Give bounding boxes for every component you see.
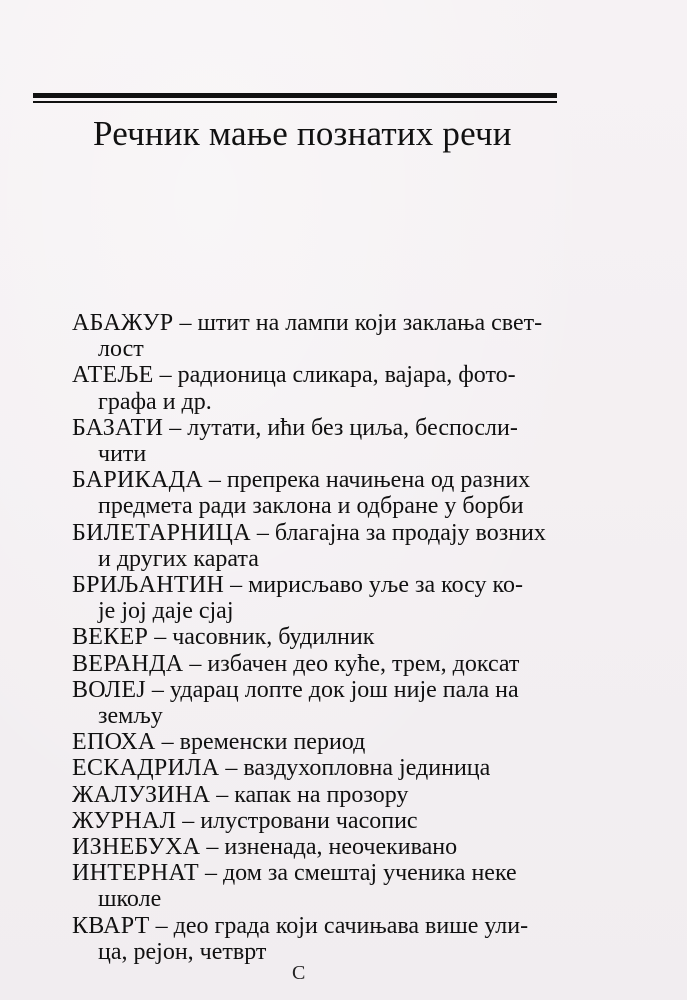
glossary-entry [72, 362, 560, 414]
entry-term: ВЕКЕР [72, 624, 149, 651]
glossary-entry [72, 860, 560, 912]
entry-definition: благајна за продају возних [274, 519, 546, 546]
entry-term: БИЛЕТАРНИЦА [72, 519, 251, 546]
entry-separator: – [189, 650, 202, 677]
glossary-list [72, 310, 560, 965]
glossary-entry [72, 624, 560, 650]
entry-term: БАЗАТИ [72, 414, 164, 441]
entry-term: АТЕЉЕ [72, 362, 154, 389]
entry-definition: избачен део куће, трем, доксат [207, 650, 520, 677]
glossary-entry [72, 808, 560, 834]
entry-definition: препрека начињена од разних [226, 467, 531, 494]
entry-separator: – [182, 807, 195, 834]
entry-definition-continued: је јој даје сјај [98, 598, 234, 625]
glossary-entry [72, 467, 560, 519]
entry-definition-continued: чити [98, 441, 147, 468]
entry-separator: – [155, 912, 168, 939]
entry-definition: ударац лопте док још није пала на [169, 676, 519, 703]
glossary-entry [72, 572, 560, 624]
entry-definition: део града који сачињава више ули- [173, 912, 529, 939]
entry-definition: капак на прозору [234, 781, 409, 808]
entry-term: ЕПОХА [72, 729, 156, 756]
entry-definition-continued: ца, рејон, четврт [98, 938, 267, 965]
entry-separator: – [204, 860, 217, 887]
entry-definition: временски период [179, 729, 366, 756]
entry-definition: радионица сликара, вајара, фото- [177, 362, 516, 389]
header-rule-thin [33, 101, 557, 103]
entry-term: ИЗНЕБУХА [72, 834, 201, 861]
glossary-entry [72, 520, 560, 572]
entry-term: ЕСКАДРИЛА [72, 755, 220, 782]
entry-term: АБАЖУР [72, 310, 174, 336]
glossary-entry [72, 310, 560, 362]
glossary-entry [72, 834, 560, 860]
entry-definition: изненада, неочекивано [224, 834, 458, 861]
entry-definition: часовник, будилник [172, 624, 375, 651]
footer-mark: С [292, 962, 306, 984]
glossary-entry [72, 651, 560, 677]
entry-term: ВОЛЕЈ [72, 676, 146, 703]
entry-separator: – [154, 624, 167, 651]
entry-term: ЖАЛУЗИНА [72, 781, 211, 808]
entry-definition: илустровани часопис [200, 807, 418, 834]
entry-separator: – [161, 729, 174, 756]
entry-separator: – [151, 676, 164, 703]
entry-definition: ваздухопловна јединица [243, 755, 491, 782]
entry-separator: – [216, 781, 229, 808]
entry-separator: – [208, 467, 221, 494]
entry-definition: штит на лампи који заклања свет- [197, 310, 543, 336]
entry-term: БРИЉАНТИН [72, 572, 225, 599]
header-rule-thick [33, 93, 557, 98]
glossary-entry [72, 677, 560, 729]
glossary-entry [72, 415, 560, 467]
entry-definition-continued: лост [98, 336, 144, 363]
entry-definition: дом за смештај ученика неке [222, 860, 517, 887]
entry-definition-continued: и других карата [98, 545, 259, 572]
entry-separator: – [179, 310, 192, 336]
page-title: Речник мање познатих речи [93, 114, 512, 153]
entry-term: ЖУРНАЛ [72, 807, 177, 834]
entry-definition-continued: школе [98, 886, 162, 913]
entry-separator: – [206, 834, 219, 861]
entry-separator: – [230, 572, 243, 599]
entry-definition: лутати, ићи без циља, беспосли- [187, 414, 518, 441]
entry-term: ИНТЕРНАТ [72, 860, 199, 887]
entry-separator: – [225, 755, 238, 782]
glossary-entry [72, 782, 560, 808]
entry-separator: – [256, 519, 269, 546]
entry-term: БАРИКАДА [72, 467, 203, 494]
entry-term: ВЕРАНДА [72, 650, 184, 677]
glossary-entry [72, 755, 560, 781]
entry-definition-continued: графа и др. [98, 388, 212, 415]
entry-term: КВАРТ [72, 912, 150, 939]
entry-separator: – [159, 362, 172, 389]
entry-definition-continued: предмета ради заклона и одбране у борби [98, 493, 524, 520]
entry-definition-continued: земљу [98, 703, 163, 730]
entry-definition: мирисљаво уље за косу ко- [248, 572, 523, 599]
glossary-entry [72, 913, 560, 965]
glossary-entry [72, 729, 560, 755]
entry-separator: – [169, 414, 182, 441]
